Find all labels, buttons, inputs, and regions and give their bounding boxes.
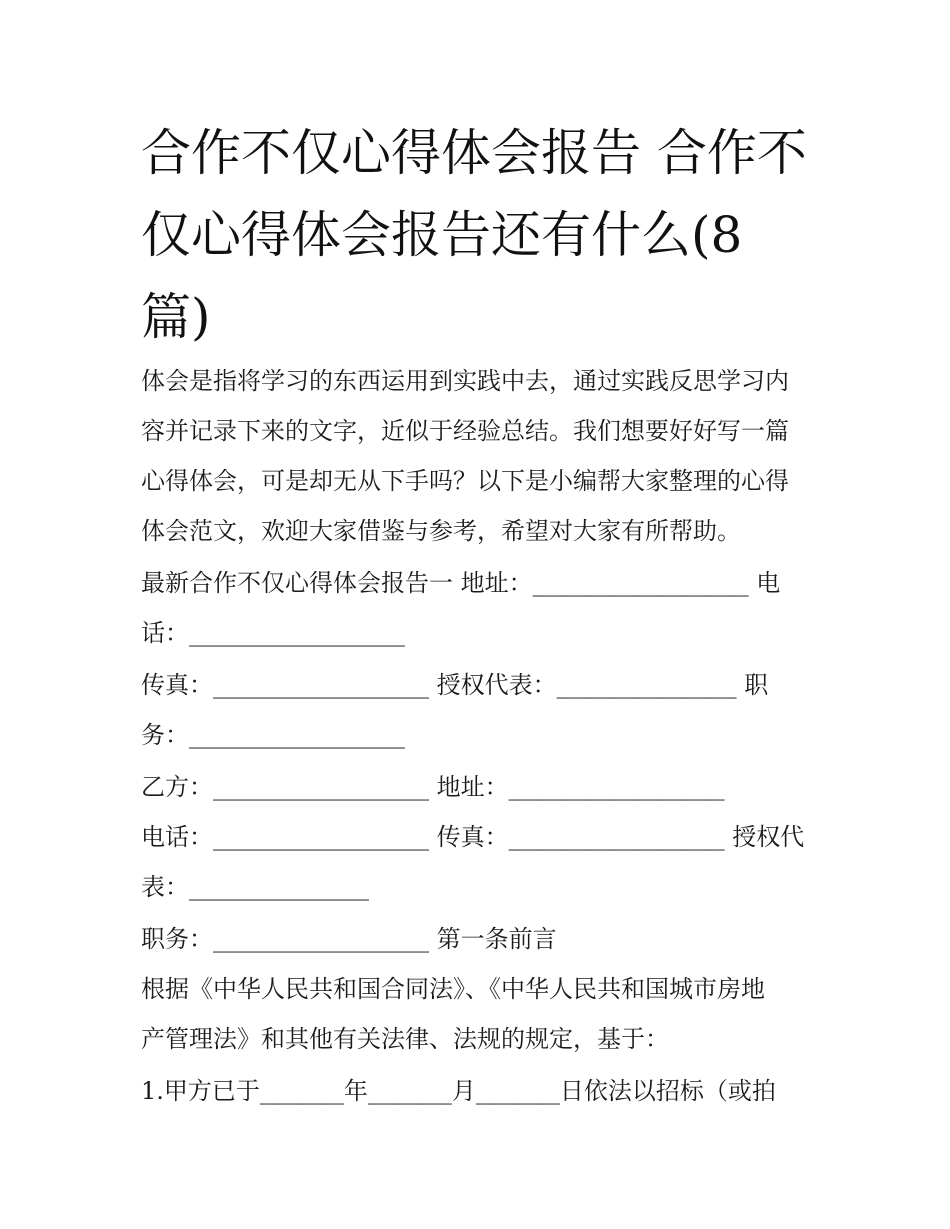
form-line-phone: 话：__________________ xyxy=(141,619,405,647)
form-line-position: 务：__________________ xyxy=(141,721,405,749)
document-title xyxy=(141,112,821,358)
paragraph-line: 产管理法》和其他有关法律、法规的规定，基于： xyxy=(141,1025,669,1053)
paragraph-line: 体会是指将学习的东西运用到实践中去，通过实践反思学习内 xyxy=(141,367,789,395)
form-line-party-b-rep: 表：_______________ xyxy=(141,873,369,901)
form-line-address: 最新合作不仅心得体会报告一 地址：__________________ 电 xyxy=(141,569,781,597)
paragraph-line: 根据《中华人民共和国合同法》、《中华人民共和国城市房地 xyxy=(141,975,765,1003)
form-line-fax: 传真：__________________ 授权代表：_______________ 职 xyxy=(141,671,769,699)
title-line-1: 合作不仅心得体会报告 合作不 xyxy=(141,124,807,182)
title-line-2: 仅心得体会报告还有什么(8 xyxy=(141,206,743,264)
clause-line: 1.甲方已于_______年_______月_______日依法以招标（或拍 xyxy=(141,1077,776,1105)
form-line-party-b-position: 职务：__________________ 第一条前言 xyxy=(141,925,557,953)
title-line-3: 篇) xyxy=(141,288,211,346)
form-line-party-b-contact: 电话：__________________ 传真：__________________ 授权代 xyxy=(141,823,805,851)
paragraph-line: 心得体会，可是却无从下手吗？以下是小编帮大家整理的心得 xyxy=(141,467,789,495)
paragraph-line: 容并记录下来的文字，近似于经验总结。我们想要好好写一篇 xyxy=(141,417,789,445)
paragraph-line: 体会范文，欢迎大家借鉴与参考，希望对大家有所帮助。 xyxy=(141,517,741,545)
form-line-party-b: 乙方：__________________ 地址：__________________ xyxy=(141,773,725,801)
